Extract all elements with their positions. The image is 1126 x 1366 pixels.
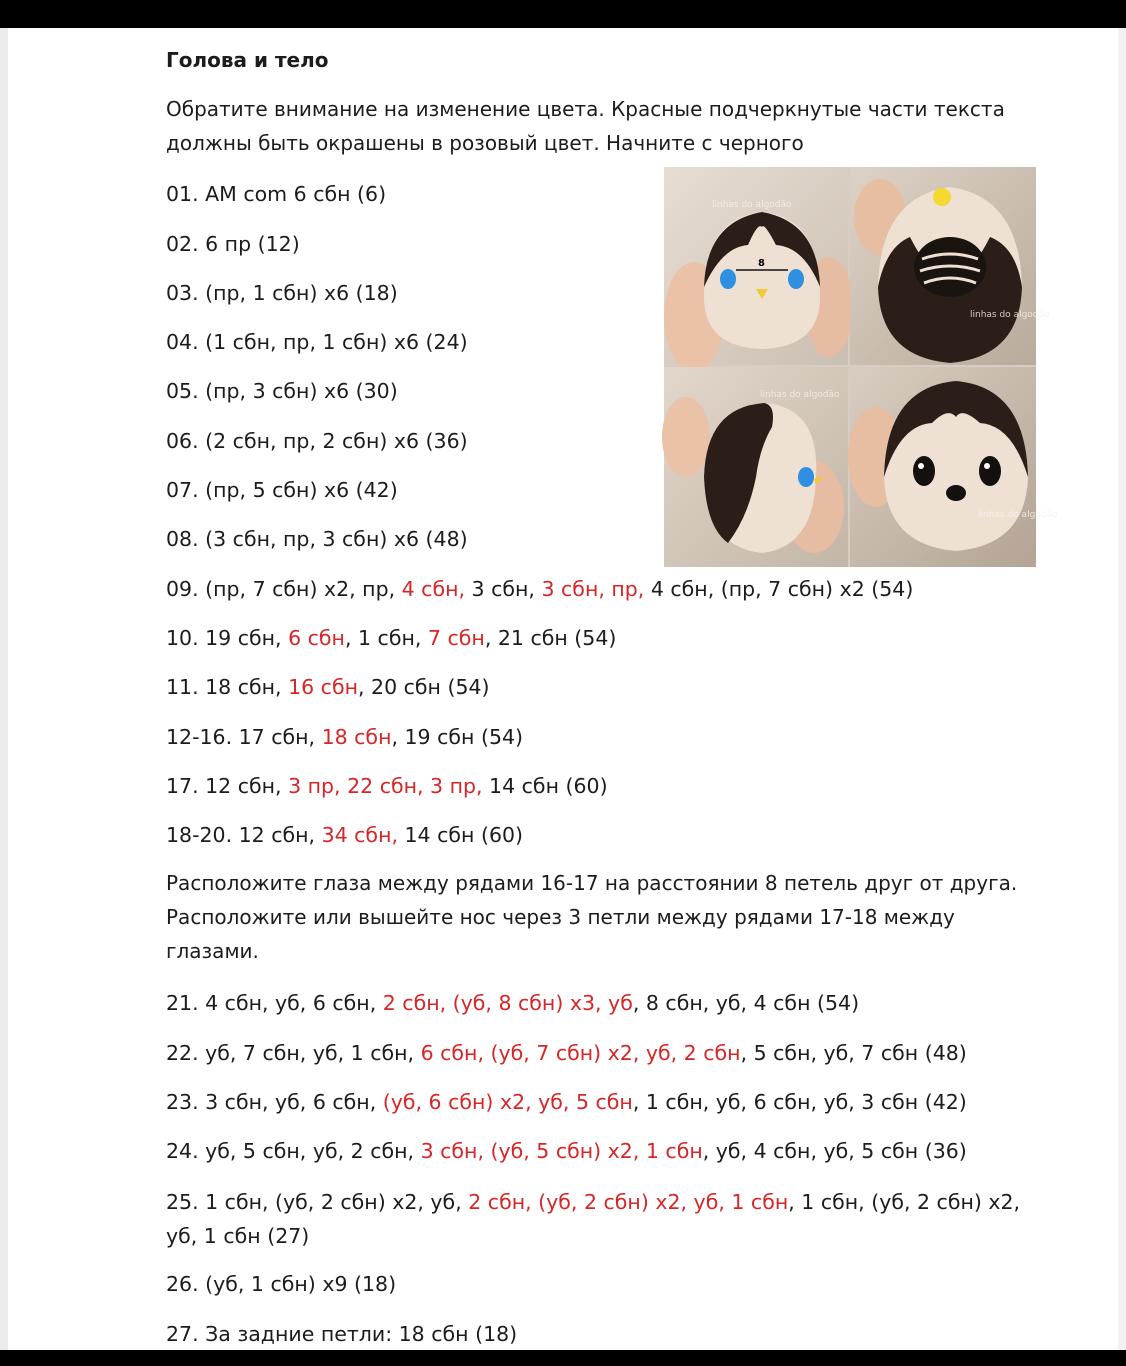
row-segment: 14 сбн (60)	[482, 774, 608, 798]
row-segment: , 1 сбн, (уб, 2 сбн) х2, уб, 1 сбн (27)	[166, 1190, 1021, 1248]
photo-finished-face	[850, 367, 1058, 567]
pink-segment: 18 сбн	[321, 725, 392, 749]
pattern-row	[166, 988, 859, 1018]
pattern-row	[166, 327, 468, 357]
row-segment: 11. 18 сбн,	[166, 675, 289, 699]
pink-segment: 6 сбн	[288, 626, 345, 650]
pink-segment: 2 сбн, (уб, 2 сбн) х2, уб, 1 сбн	[468, 1190, 789, 1214]
row-segment: 17. 12 сбн,	[166, 774, 289, 798]
pattern-row	[166, 672, 490, 702]
finished-face-illustration	[850, 367, 1058, 567]
row-segment: 4 сбн, (пр, 7 сбн) х2 (54)	[644, 577, 914, 601]
watermark-4: linhas do algodão	[978, 510, 1058, 520]
photo-collage	[664, 167, 1058, 567]
photo-open-head	[850, 167, 1050, 365]
page-edge-left	[0, 28, 8, 1350]
row-segment: , 1 сбн, уб, 6 сбн, уб, 3 сбн (42)	[632, 1090, 967, 1114]
watermark-2: linhas do algodão	[970, 310, 1050, 320]
row-segment: , уб, 4 сбн, уб, 5 сбн (36)	[702, 1139, 967, 1163]
watermark-1: linhas do algodão	[712, 200, 792, 210]
row-segment: 09. (пр, 7 сбн) х2, пр,	[166, 577, 402, 601]
row-segment: 07. (пр, 5 сбн) х6 (42)	[166, 478, 398, 502]
row-segment: 21. 4 сбн, уб, 6 сбн,	[166, 991, 383, 1015]
row-segment: , 1 сбн,	[344, 626, 428, 650]
section-title: Голова и тело	[166, 48, 329, 72]
row-segment: , 21 сбн (54)	[484, 626, 617, 650]
row-segment: 08. (3 сбн, пр, 3 сбн) х6 (48)	[166, 527, 468, 551]
bottom-bar	[0, 1350, 1126, 1366]
pattern-row	[166, 376, 398, 406]
page-edge-right	[1118, 28, 1126, 1350]
pattern-row	[166, 229, 300, 259]
pink-segment: 6 сбн, (уб, 7 сбн) х2, уб, 2 сбн	[420, 1041, 741, 1065]
row-segment: 01. AM com 6 сбн (6)	[166, 182, 387, 206]
pattern-row	[166, 426, 468, 456]
row-segment: , 19 сбн (54)	[391, 725, 524, 749]
row-segment: 14 сбн (60)	[398, 823, 524, 847]
pattern-row	[166, 574, 913, 604]
measure-label: 8	[758, 258, 765, 269]
row-segment: 23. 3 сбн, уб, 6 сбн,	[166, 1090, 383, 1114]
pattern-row	[166, 1319, 517, 1349]
row-segment: 27. За задние петли: 18 сбн (18)	[166, 1322, 518, 1346]
row-segment: , 20 сбн (54)	[358, 675, 490, 699]
row-segment: 05. (пр, 3 сбн) х6 (30)	[166, 379, 398, 403]
photo-front-head	[664, 167, 848, 365]
pattern-row	[166, 722, 523, 752]
pattern-row	[166, 771, 608, 801]
open-head-illustration	[850, 167, 1050, 365]
pink-segment: 2 сбн, (уб, 8 сбн) х3, уб	[382, 991, 633, 1015]
row-segment: 12-16. 17 сбн,	[166, 725, 322, 749]
row-segment: 06. (2 сбн, пр, 2 сбн) х6 (36)	[166, 429, 468, 453]
pink-segment: (уб, 6 сбн) х2, уб, 5 сбн	[382, 1090, 633, 1114]
row-segment: 18-20. 12 сбн,	[166, 823, 322, 847]
row-segment: 10. 19 сбн,	[166, 626, 289, 650]
pattern-row	[166, 475, 398, 505]
row-segment: 02. 6 пр (12)	[166, 232, 300, 256]
row-segment: , 5 сбн, уб, 7 сбн (48)	[740, 1041, 967, 1065]
row-segment: , 8 сбн, уб, 4 сбн (54)	[632, 991, 860, 1015]
pink-segment: 7 сбн	[427, 626, 485, 650]
pattern-row	[166, 1087, 967, 1117]
document-page	[0, 28, 1126, 1350]
front-head-illustration	[664, 167, 848, 365]
intro-paragraph: Обратите внимание на изменение цвета. Красные подчеркнутые части текста должны быть окрашены в розовый цвет. Начните с черного	[166, 97, 1005, 155]
photo-side-head	[664, 367, 848, 567]
row-segment: 3 сбн,	[465, 577, 542, 601]
pink-segment: 3 сбн, (уб, 5 сбн) х2, 1 сбн	[420, 1139, 703, 1163]
pink-segment: 34 сбн,	[321, 823, 398, 847]
row-segment: 03. (пр, 1 сбн) х6 (18)	[166, 281, 398, 305]
side-head-illustration	[664, 367, 848, 567]
pink-segment: 3 сбн, пр,	[541, 577, 645, 601]
row-segment: 26. (уб, 1 сбн) х9 (18)	[166, 1272, 397, 1296]
eye-placement-note: Расположите глаза между рядами 16-17 на расстоянии 8 петель друг от друга. Расположите или вышейте нос через 3 петли между рядами 17-18 между глазами.	[166, 871, 1018, 963]
pattern-row	[166, 1136, 967, 1166]
pattern-row	[166, 278, 398, 308]
row-segment: 04. (1 сбн, пр, 1 сбн) х6 (24)	[166, 330, 468, 354]
pattern-row	[166, 820, 523, 850]
pink-segment: 3 пр, 22 сбн, 3 пр,	[288, 774, 483, 798]
pattern-row	[166, 1185, 1036, 1253]
row-segment: 25. 1 сбн, (уб, 2 сбн) х2, уб,	[166, 1190, 469, 1214]
pattern-row	[166, 1269, 396, 1299]
row-segment: 22. уб, 7 сбн, уб, 1 сбн,	[166, 1041, 421, 1065]
pink-segment: 4 сбн,	[401, 577, 466, 601]
watermark-3: linhas do algodão	[760, 390, 840, 400]
pattern-row	[166, 524, 468, 554]
row-segment: 24. уб, 5 сбн, уб, 2 сбн,	[166, 1139, 421, 1163]
pattern-row	[166, 623, 616, 653]
pattern-row	[166, 179, 386, 209]
pattern-row	[166, 1038, 967, 1068]
pink-segment: 16 сбн	[288, 675, 358, 699]
